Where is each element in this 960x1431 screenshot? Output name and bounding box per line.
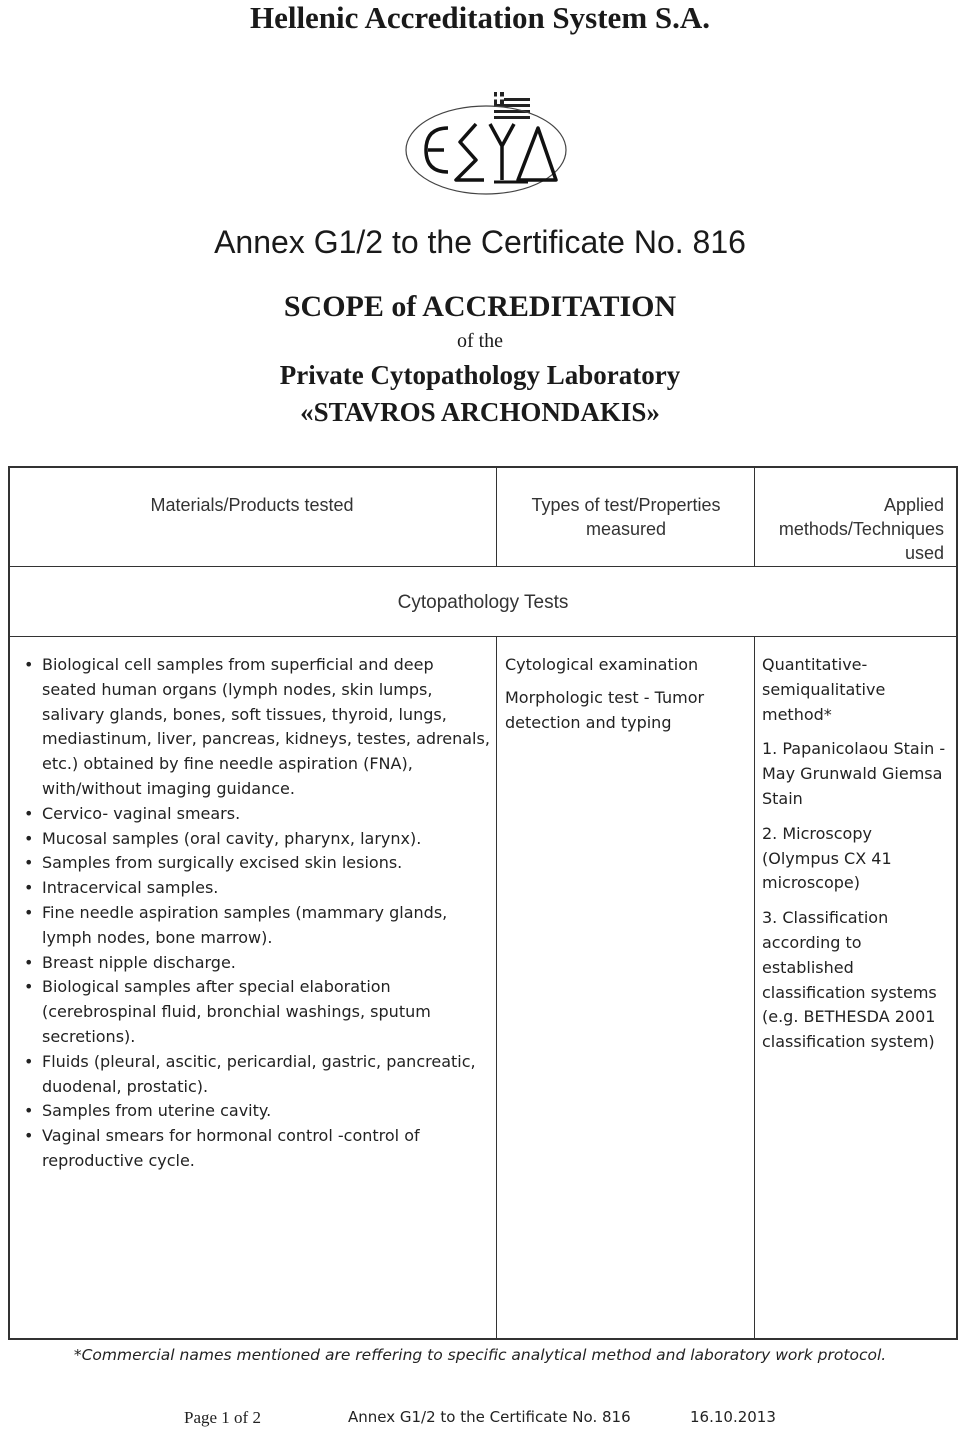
list-item: • Mucosal samples (oral cavity, pharynx, larynx). (42, 827, 490, 852)
method-item: 2. Microscopy (Olympus CX 41 microscope) (762, 823, 892, 893)
table-border-bottom (8, 1338, 958, 1340)
list-item: • Vaginal smears for hormonal control -control of reproductive cycle. (42, 1124, 490, 1174)
test-type: Morphologic test - Tumor detection and typing (505, 687, 705, 732)
scope-table (8, 466, 958, 1340)
col-divider-2-header (754, 466, 755, 566)
list-item: • Intracervical samples. (42, 876, 490, 901)
method-item: Quantitative-semiqualitative method* (762, 655, 886, 724)
col-divider-1-header (496, 466, 497, 566)
page-number: Page 1 of 2 (184, 1408, 261, 1427)
laboratory-owner: «STAVROS ARCHONDAKIS» (300, 397, 660, 427)
list-item: • Samples from surgically excised skin lesions. (42, 851, 490, 876)
table-border-top (8, 466, 958, 468)
method-item: 1. Papanicolaou Stain - May Grunwald Giemsa Stain (762, 739, 946, 808)
method-item: 3. Classification according to established classification systems (e.g. BETHESDA 2001 classification system) (762, 908, 937, 1052)
column-header-tests: Types of test/Properties measured (531, 495, 721, 539)
col-divider-2-body (754, 636, 755, 1338)
column-header-materials: Materials/Products tested (150, 495, 354, 515)
materials-list (20, 653, 490, 1174)
list-item: • Fine needle aspiration samples (mammary glands, lymph nodes, bone marrow). (42, 901, 490, 951)
scope-title: SCOPE of ACCREDITATION (283, 290, 677, 323)
esyd-logo (398, 84, 574, 204)
list-item: • Cervico- vaginal smears. (42, 802, 490, 827)
section-header: Cytopathology Tests (397, 592, 569, 613)
footer-date: 16.10.2013 (690, 1408, 776, 1426)
header-divider (8, 566, 958, 567)
section-divider (8, 636, 958, 637)
column-header-methods: Applied methods/Techniques used (778, 495, 944, 563)
organization-title: Hellenic Accreditation System S.A. (249, 0, 711, 35)
annex-title: Annex G1/2 to the Certificate No. 816 (214, 224, 746, 260)
laboratory-name: Private Cytopathology Laboratory (279, 360, 681, 390)
list-item: • Biological samples after special elaboration (cerebrospinal fluid, bronchial washings, sputum secretions). (42, 975, 490, 1049)
materials-cell (20, 653, 490, 1174)
list-item: • Breast nipple discharge. (42, 951, 490, 976)
list-item: • Biological cell samples from superficial and deep seated human organs (lymph nodes, skin lumps, salivary glands, bones, soft tissues, thyroid, lungs, mediastinum, liver, pancreas, kidneys, testes, adrenals, etc.) obtained by fine needle aspiration (FNA), with/without imaging guidance. (42, 653, 490, 802)
greek-flag-icon (494, 92, 530, 119)
methods-cell (762, 653, 950, 1065)
col-divider-1-body (496, 636, 497, 1338)
list-item: • Samples from uterine cavity. (42, 1099, 490, 1124)
tests-cell (505, 653, 745, 743)
list-item: • Fluids (pleural, ascitic, pericardial, gastric, pancreatic, duodenal, prostatic). (42, 1050, 490, 1100)
footer-annex: Annex G1/2 to the Certificate No. 816 (348, 1408, 631, 1426)
test-type: Cytological examination (505, 655, 699, 674)
footnote: *Commercial names mentioned are reffering to specific analytical method and laboratory work protocol. (73, 1346, 887, 1364)
scope-subtitle: of the (456, 330, 504, 352)
